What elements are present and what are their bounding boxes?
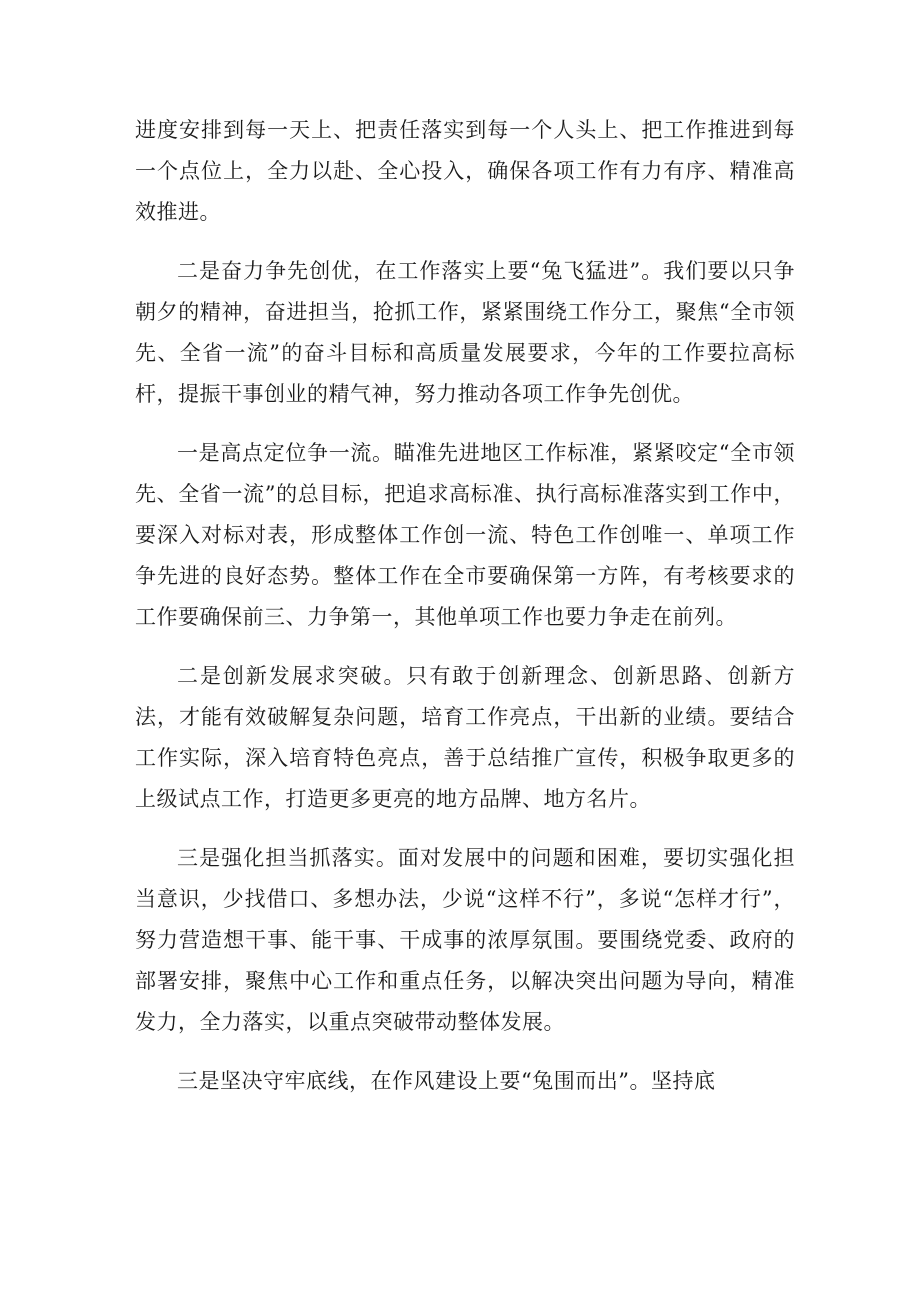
- document-body: [135, 110, 795, 1102]
- paragraph-point-two: 二是创新发展求突破。只有敢于创新理念、创新思路、创新方法，才能有效破解复杂问题，培育工作亮点，干出新的业绩。要结合工作实际，深入培育特色亮点，善于总结推广宣传，积极争取更多的上级试点工作，打造更多更亮的地方品牌、地方名片。: [135, 664, 795, 811]
- paragraph-section-two: 二是奋力争先创优，在工作落实上要“兔飞猛进”。我们要以只争朝夕的精神，奋进担当，抢抓工作，紧紧围绕工作分工，聚焦“全市领先、全省一流”的奋斗目标和高质量发展要求，今年的工作要拉高标杆，提振干事创业的精气神，努力推动各项工作争先创优。: [135, 259, 795, 406]
- paragraph-point-one: 一是高点定位争一流。瞄准先进地区工作标准，紧紧咬定“全市领先、全省一流”的总目标，把追求高标准、执行高标准落实到工作中，要深入对标对表，形成整体工作创一流、特色工作创唯一、单项工作争先进的良好态势。整体工作在全市要确保第一方阵，有考核要求的工作要确保前三、力争第一，其他单项工作也要力争走在前列。: [135, 441, 795, 629]
- paragraph-continuation: 进度安排到每一天上、把责任落实到每一个人头上、把工作推进到每一个点位上，全力以赴、全心投入，确保各项工作有力有序、精准高效推进。: [135, 118, 795, 224]
- paragraph-point-three: 三是强化担当抓落实。面对发展中的问题和困难，要切实强化担当意识，少找借口、多想办法，少说“这样不行”，多说“怎样才行”，努力营造想干事、能干事、干成事的浓厚氛围。要围绕党委、政府的部署安排，聚焦中心工作和重点任务，以解决突出问题为导向，精准发力，全力落实，以重点突破带动整体发展。: [135, 846, 795, 1034]
- paragraph-section-three: 三是坚决守牢底线，在作风建设上要“兔围而出”。坚持底: [177, 1069, 716, 1093]
